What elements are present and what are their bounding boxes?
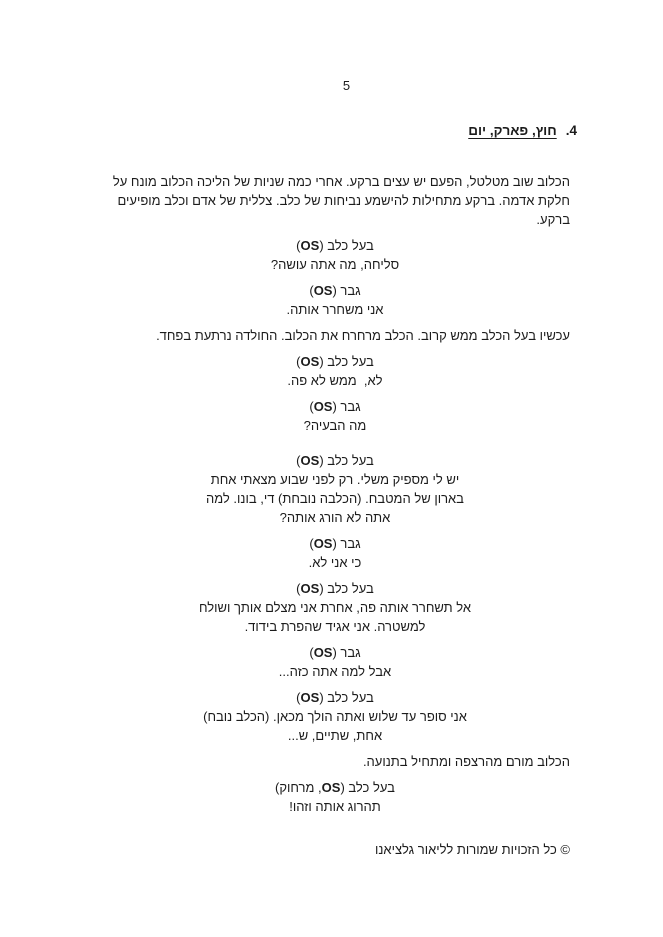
character-cue [100, 352, 570, 371]
cue-extension-suffix: ) [309, 645, 314, 660]
cue-extension-suffix: ) [309, 399, 314, 414]
character-name: בעל כלב ( [319, 690, 374, 705]
cue-extension-suffix: ) [296, 238, 301, 253]
cue-extension-suffix: ) [309, 536, 314, 551]
scene-number: 4. [565, 123, 577, 138]
action-line: הכלוב מורם מהרצפה ומתחיל בתנועה. [362, 754, 570, 769]
cue-extension: OS [300, 453, 320, 468]
cue-extension: OS [300, 581, 320, 596]
character-name: גבר ( [332, 645, 361, 660]
character-cue [100, 579, 570, 598]
cue-extension: OS [313, 645, 333, 660]
dialogue-line: מה הבעיה? [303, 418, 367, 433]
dialogue-line: בארון של המטבח. (הכלבה נובחת) די, בונו. למה [206, 491, 464, 506]
action-line: הכלוב שוב מטלטל, הפעם יש עצים ברקע. אחרי כמה שניות של הליכה הכלוב מונח על [112, 174, 570, 189]
cue-extension-suffix: , מרחוק) [275, 780, 322, 795]
dialogue-line: יש לי מספיק משלי. רק לפני שבוע מצאתי אחת [210, 472, 460, 487]
cue-extension-suffix: ) [296, 453, 301, 468]
cue-extension: OS [313, 536, 333, 551]
cue-extension-suffix: ) [309, 283, 314, 298]
dialogue-line: אל תשחרר אותה פה, אחרת אני מצלם אותך ושולח [198, 600, 472, 615]
dialogue-block [100, 451, 570, 527]
cue-extension-suffix: ) [296, 690, 301, 705]
cue-extension-suffix: ) [296, 581, 301, 596]
character-cue [100, 236, 570, 255]
character-cue [100, 688, 570, 707]
cue-extension: OS [300, 354, 320, 369]
action-block [100, 172, 570, 229]
character-name: בעל כלב ( [340, 780, 395, 795]
dialogue-line: למשטרה. אני אגיד שהפרת בידוד. [244, 619, 426, 634]
dialogue-block [100, 281, 570, 319]
dialogue-line: אתה לא הורג אותה? [279, 510, 391, 525]
dialogue-block [100, 688, 570, 745]
dialogue-line: לא, ממש לא פה. [287, 373, 383, 388]
character-name: גבר ( [332, 283, 361, 298]
dialogue-line: אחת, שתיים, ש... [287, 728, 383, 743]
action-block [100, 752, 570, 771]
action-line: עכשיו בעל הכלב ממש קרוב. הכלב מרחרח את הכלוב. החולדה נרתעת בפחד. [156, 328, 570, 343]
cue-extension: OS [321, 780, 341, 795]
dialogue-line: אבל למה אתה כזה... [278, 664, 392, 679]
cue-extension: OS [300, 238, 320, 253]
dialogue-line: כי אני לא. [308, 555, 362, 570]
cue-extension: OS [313, 399, 333, 414]
character-name: בעל כלב ( [319, 238, 374, 253]
character-name: בעל כלב ( [319, 453, 374, 468]
character-cue [100, 281, 570, 300]
character-name: בעל כלב ( [319, 354, 374, 369]
script-body [0, 172, 663, 816]
dialogue-block [100, 778, 570, 816]
dialogue-block [100, 643, 570, 681]
character-cue [100, 451, 570, 470]
dialogue-block [100, 236, 570, 274]
dialogue-line: אני סופר עד שלוש ואתה הולך מכאן. (הכלב נובח) [203, 709, 467, 724]
action-line: ברקע. [536, 212, 570, 227]
character-name: גבר ( [332, 536, 361, 551]
dialogue-block [100, 352, 570, 390]
dialogue-block [100, 397, 570, 435]
copyright-footer: © כל הזכויות שמורות לליאור גלציאנו [375, 842, 570, 857]
character-cue [100, 397, 570, 416]
dialogue-block [100, 534, 570, 572]
character-cue [100, 778, 570, 797]
scene-heading [0, 102, 592, 159]
cue-extension-suffix: ) [296, 354, 301, 369]
character-cue [100, 534, 570, 553]
page-number: 5 [342, 78, 351, 93]
cue-extension: OS [313, 283, 333, 298]
dialogue-line: סליחה, מה אתה עושה? [270, 257, 400, 272]
character-cue [100, 643, 570, 662]
cue-extension: OS [300, 690, 320, 705]
scene-title: חוץ, פארק, יום [468, 123, 557, 138]
action-line: חלקת אדמה. ברקע מתחילות להישמע נביחות של כלב. צללית של אדם וכלב מופיעים [117, 193, 570, 208]
character-name: גבר ( [332, 399, 361, 414]
dialogue-line: אני משחרר אותה. [286, 302, 384, 317]
action-block [100, 326, 570, 345]
dialogue-block [100, 579, 570, 636]
dialogue-line: תהרוג אותה וזהו! [289, 799, 381, 814]
character-name: בעל כלב ( [319, 581, 374, 596]
